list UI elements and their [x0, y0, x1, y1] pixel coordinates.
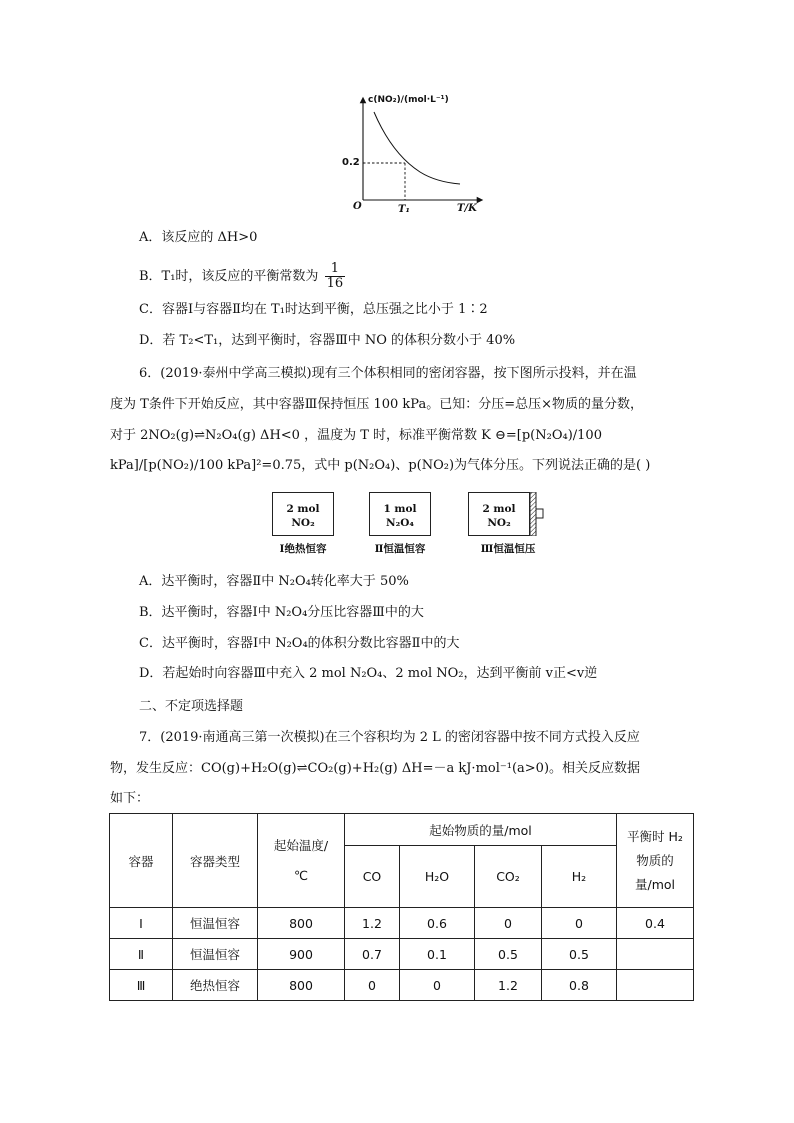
- q6-option-b: B．达平衡时，容器Ⅰ中 N₂O₄分压比容器Ⅲ中的大: [139, 605, 424, 620]
- header-eq: [617, 814, 694, 908]
- container-2-label: Ⅱ恒温恒容: [374, 543, 426, 555]
- row-3-h2: 0.8: [542, 970, 617, 1001]
- q5-option-a: A．该反应的 ΔH>0: [139, 230, 258, 245]
- fraction-numerator: 1: [325, 262, 346, 277]
- table-row: [110, 970, 694, 1001]
- reaction-data-table: [109, 813, 694, 1001]
- container-2-box: [369, 492, 431, 536]
- table-row: [110, 939, 694, 970]
- header-co2: CO₂: [475, 846, 542, 908]
- fraction-denominator: 16: [326, 276, 344, 291]
- row-1-eq: 0.4: [617, 908, 694, 939]
- row-2-type: 恒温恒容: [173, 939, 258, 970]
- q5-option-d: D．若 T₂<T₁，达到平衡时，容器Ⅲ中 NO 的体积分数小于 40%: [139, 333, 516, 348]
- equilibrium-curve: [374, 112, 460, 184]
- row-1-temp: 800: [258, 908, 345, 939]
- row-1-h2o: 0.6: [400, 908, 475, 939]
- row-2-co2: 0.5: [475, 939, 542, 970]
- q7-stem-line-1: 7．(2019·南通高三第一次模拟)在三个容积均为 2 L 的密闭容器中按不同方式投入反应: [139, 730, 640, 745]
- row-2-h2: 0.5: [542, 939, 617, 970]
- origin-label: O: [353, 201, 362, 212]
- q6-stem-line-1: 6．(2019·泰州中学高三模拟)现有三个体积相同的密闭容器，按下图所示投料，并在温: [139, 366, 637, 381]
- container-2-substance: N₂O₄: [386, 517, 414, 529]
- container-1-substance: NO₂: [291, 517, 315, 529]
- header-temp: [258, 814, 345, 908]
- q6-stem-line-4: kPa]/[p(NO₂)/100 kPa]²=0.75，式中 p(N₂O₄)、p(NO₂)为气体分压。下列说法正确的是( ): [110, 458, 651, 473]
- q6-option-d: D．若起始时向容器Ⅲ中充入 2 mol N₂O₄、2 mol NO₂，达到平衡前 v正<v逆: [139, 666, 598, 681]
- row-3-type: 绝热恒容: [173, 970, 258, 1001]
- q6-option-c: C．达平衡时，容器Ⅰ中 N₂O₄的体积分数比容器Ⅱ中的大: [139, 636, 460, 651]
- header-start-amount: 起始物质的量/mol: [345, 814, 617, 846]
- piston-icon: [528, 492, 548, 536]
- container-3-amount: 2 mol: [482, 503, 516, 515]
- container-1-label: Ⅰ绝热恒容: [279, 543, 327, 555]
- row-1-h2: 0: [542, 908, 617, 939]
- row-3-co2: 1.2: [475, 970, 542, 1001]
- row-2-h2o: 0.1: [400, 939, 475, 970]
- q7-stem-line-2: 物，发生反应：CO(g)+H₂O(g)⇌CO₂(g)+H₂(g) ΔH=－a kJ·mol⁻¹(a>0)。相关反应数据: [110, 761, 641, 776]
- q5-option-b-text: B．T₁时，该反应的平衡常数为: [139, 269, 319, 284]
- container-2-amount: 1 mol: [383, 503, 417, 515]
- container-1-amount: 2 mol: [286, 503, 320, 515]
- container-3-box: [468, 492, 530, 536]
- x-axis-label: T/K: [457, 203, 477, 214]
- q6-stem-line-3: 对于 2NO₂(g)⇌N₂O₄(g) ΔH<0 ，温度为 T 时，标准平衡常数 K ⊖=[p(N₂O₄)/100: [110, 428, 602, 443]
- header-type: 容器类型: [173, 814, 258, 908]
- q5-option-b: [139, 262, 345, 291]
- row-1-co2: 0: [475, 908, 542, 939]
- header-h2: H₂: [542, 846, 617, 908]
- row-3-eq: [617, 970, 694, 1001]
- row-2-id: Ⅱ: [110, 939, 173, 970]
- header-eq-line-1: 平衡时 H₂: [627, 828, 683, 844]
- y-tick-label: 0.2: [342, 157, 360, 168]
- row-1-co: 1.2: [345, 908, 400, 939]
- q6-stem-line-2: 度为 T条件下开始反应，其中容器Ⅲ保持恒压 100 kPa。已知：分压=总压×物质的量分数，: [110, 397, 643, 412]
- container-1-box: [272, 492, 334, 536]
- header-eq-line-3: 量/mol: [634, 876, 675, 892]
- header-temp-line-1: 起始温度/: [273, 837, 329, 853]
- section-heading: 二、不定项选择题: [139, 699, 244, 714]
- y-axis-label: c(NO₂)/(mol·L⁻¹): [368, 95, 449, 105]
- row-3-co: 0: [345, 970, 400, 1001]
- header-container: 容器: [110, 814, 173, 908]
- container-3-substance: NO₂: [487, 517, 511, 529]
- x-tick-label: T₁: [398, 204, 410, 215]
- row-3-h2o: 0: [400, 970, 475, 1001]
- concentration-temperature-graph: [330, 92, 490, 218]
- header-h2o: H₂O: [400, 846, 475, 908]
- row-2-eq: [617, 939, 694, 970]
- header-eq-line-2: 物质的: [636, 852, 674, 868]
- row-2-co: 0.7: [345, 939, 400, 970]
- q5-option-c: C．容器Ⅰ与容器Ⅱ均在 T₁时达到平衡，总压强之比小于 1∶2: [139, 302, 488, 317]
- table-row: [110, 908, 694, 939]
- fraction: [325, 262, 346, 291]
- q6-option-a: A．达平衡时，容器Ⅱ中 N₂O₄转化率大于 50%: [139, 574, 409, 589]
- row-1-id: Ⅰ: [110, 908, 173, 939]
- row-1-type: 恒温恒容: [173, 908, 258, 939]
- header-temp-line-2: ℃: [293, 867, 309, 883]
- row-2-temp: 900: [258, 939, 345, 970]
- row-3-temp: 800: [258, 970, 345, 1001]
- q7-stem-line-3: 如下：: [110, 791, 150, 806]
- row-3-id: Ⅲ: [110, 970, 173, 1001]
- header-co: CO: [345, 846, 400, 908]
- container-3-label: Ⅲ恒温恒压: [480, 543, 536, 555]
